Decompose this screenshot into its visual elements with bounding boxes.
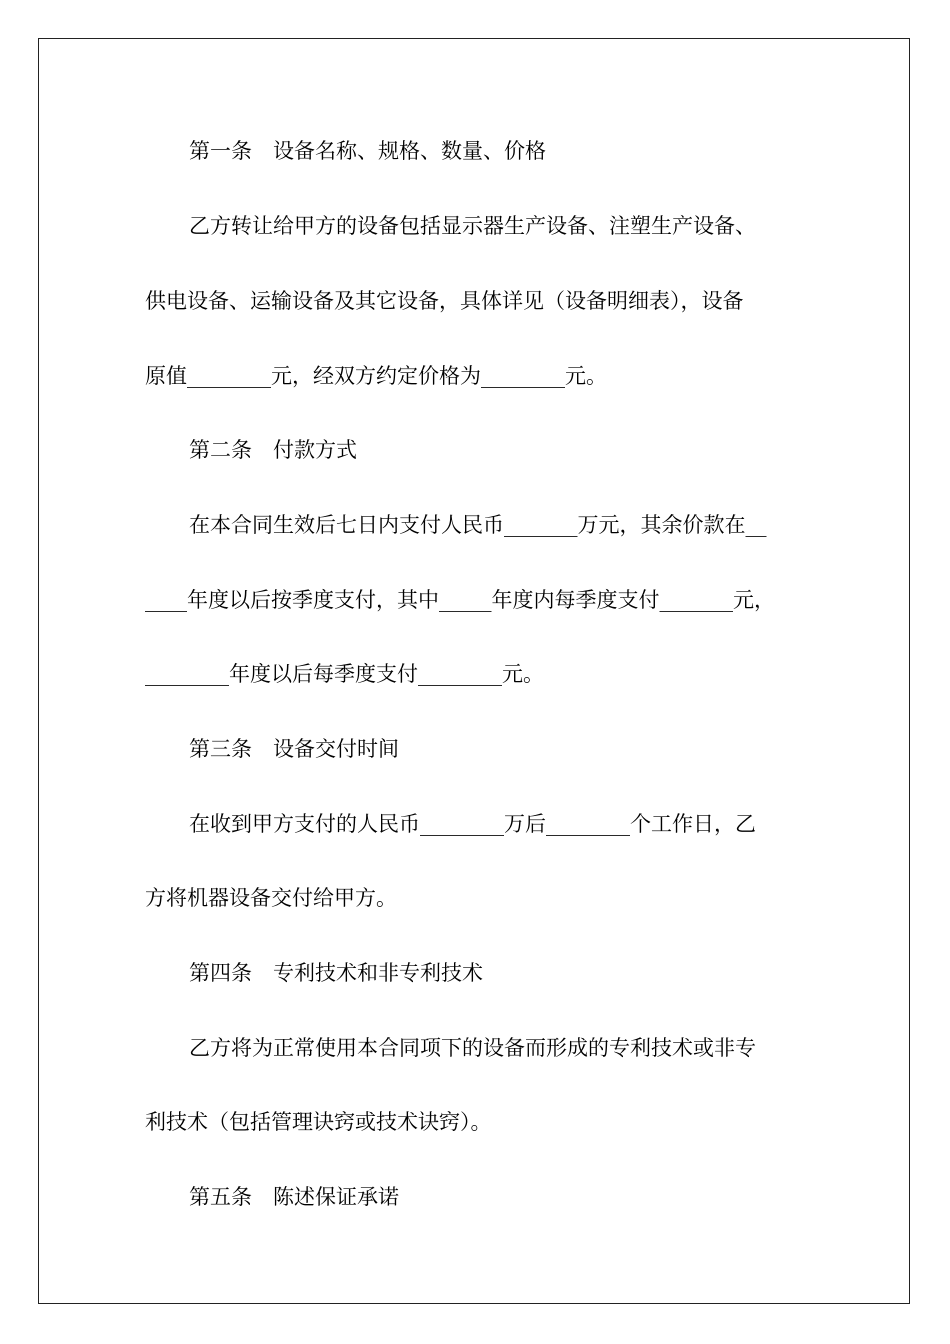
article-3-paragraph-line: 在收到甲方支付的人民币________万后________个工作日，乙: [189, 812, 756, 836]
article-4-paragraph-line: 利技术（包括管理诀窍或技术诀窍）。: [145, 1110, 492, 1134]
article-1-paragraph-line: 乙方转让给甲方的设备包括显示器生产设备、注塑生产设备、: [189, 214, 756, 238]
article-2-paragraph-line: 在本合同生效后七日内支付人民币_______万元，其余价款在__: [189, 513, 767, 537]
article-4-paragraph-line: 乙方将为正常使用本合同项下的设备而形成的专利技术或非专: [189, 1036, 756, 1060]
article-2-paragraph-line: ____年度以后按季度支付，其中_____年度内每季度支付_______元，: [145, 588, 775, 612]
article-1-paragraph-line: 供电设备、运输设备及其它设备，具体详见（设备明细表），设备: [145, 289, 744, 313]
article-1-paragraph-line: 原值________元，经双方约定价格为________元。: [145, 364, 607, 388]
article-1-heading: 第一条 设备名称、规格、数量、价格: [189, 139, 546, 163]
article-2-paragraph-line: ________年度以后每季度支付________元。: [145, 662, 544, 686]
article-2-heading: 第二条 付款方式: [189, 438, 357, 462]
article-5-heading: 第五条 陈述保证承诺: [189, 1185, 399, 1209]
article-3-heading: 第三条 设备交付时间: [189, 737, 399, 761]
article-4-heading: 第四条 专利技术和非专利技术: [189, 961, 483, 985]
article-3-paragraph-line: 方将机器设备交付给甲方。: [145, 886, 397, 910]
